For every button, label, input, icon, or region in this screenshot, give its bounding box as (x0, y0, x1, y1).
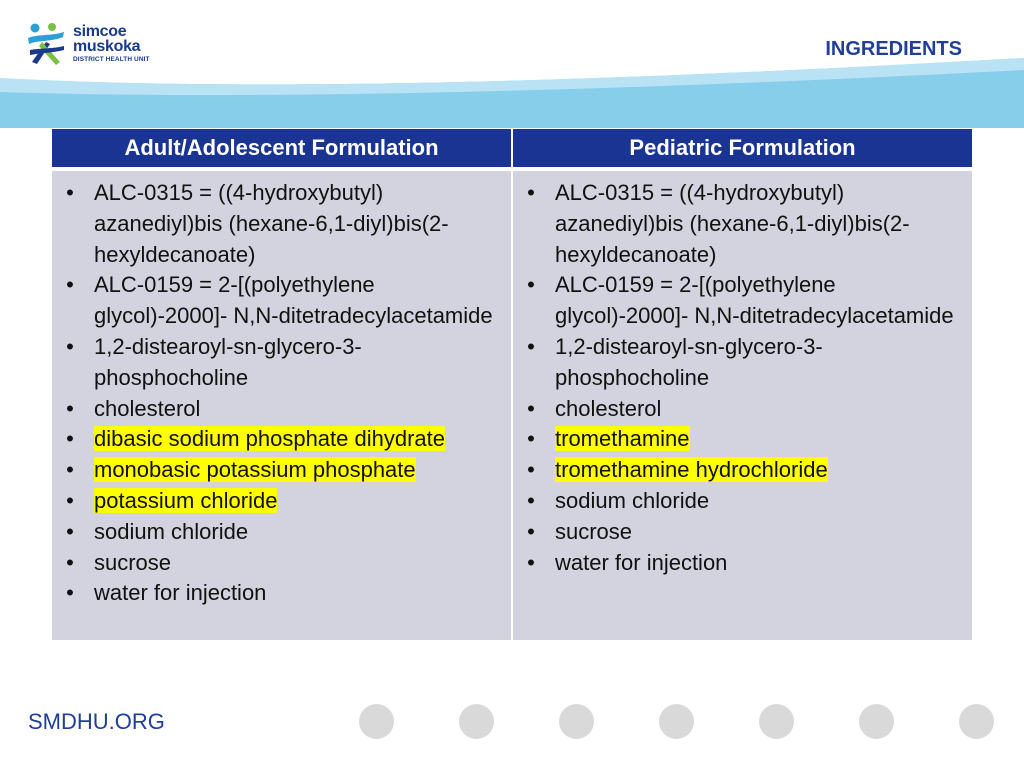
ingredient-text: dibasic sodium phosphate dihydrate (94, 426, 446, 452)
ingredient-text: cholesterol (555, 395, 662, 421)
list-item (513, 548, 972, 579)
ingredient-text: water for injection (555, 549, 728, 575)
list-item (513, 455, 972, 486)
bullet-icon: • (527, 272, 535, 298)
bullet-icon: • (66, 518, 74, 544)
list-item (513, 178, 972, 270)
list-item (52, 548, 511, 579)
ingredient-text: potassium chloride (94, 487, 278, 513)
bullet-icon: • (527, 549, 535, 575)
footer-website: SMDHU.ORG (28, 709, 165, 734)
ingredient-text: sucrose (555, 518, 633, 544)
bullet-icon: • (527, 333, 535, 359)
bullet-icon: • (66, 272, 74, 298)
list-item (513, 270, 972, 332)
bullet-icon: • (527, 487, 535, 513)
bullet-icon: • (66, 395, 74, 421)
bullet-icon: • (527, 426, 535, 452)
ingredient-text: 1,2-distearoyl-sn-glycero-3-phosphocholine (555, 333, 823, 390)
ingredient-text: ALC-0315 = ((4-hydroxybutyl) azanediyl)bis (hexane-6,1-diyl)bis(2-hexyldecanoate) (555, 180, 910, 267)
header-wave (0, 0, 1024, 140)
bullet-icon: • (66, 333, 74, 359)
bullet-icon: • (527, 518, 535, 544)
list-item (52, 486, 511, 517)
list-item (52, 178, 511, 270)
bullet-icon: • (66, 487, 74, 513)
ingredient-text: tromethamine hydrochloride (555, 457, 828, 483)
nav-dot-icon (359, 704, 394, 739)
pediatric-ingredient-list (513, 178, 972, 578)
column-heading-pediatric: Pediatric Formulation (513, 129, 972, 167)
ingredients-table (52, 129, 972, 640)
bullet-icon: • (527, 457, 535, 483)
nav-dot-icon (459, 704, 494, 739)
list-item (52, 517, 511, 548)
list-item (52, 394, 511, 425)
list-item (513, 424, 972, 455)
nav-dot-icon (559, 704, 594, 739)
logo-text-district: DISTRICT HEALTH UNIT (73, 56, 150, 63)
ingredient-text: cholesterol (94, 395, 201, 421)
list-item (52, 578, 511, 609)
ingredient-text: sodium chloride (555, 487, 710, 513)
adult-ingredients-cell (52, 171, 511, 640)
list-item (513, 332, 972, 394)
list-item (52, 332, 511, 394)
ingredient-text: ALC-0159 = 2-[(polyethylene glycol)-2000]- N,N-ditetradecylacetamide (94, 272, 493, 329)
ingredient-text: ALC-0315 = ((4-hydroxybutyl) azanediyl)bis (hexane-6,1-diyl)bis(2-hexyldecanoate) (94, 180, 449, 267)
list-item (513, 486, 972, 517)
ingredient-text: ALC-0159 = 2-[(polyethylene glycol)-2000]- N,N-ditetradecylacetamide (555, 272, 954, 329)
logo-text-muskoka: muskoka (73, 38, 141, 55)
bullet-icon: • (66, 580, 74, 606)
people-logo-icon (26, 22, 66, 66)
nav-dot-icon (759, 704, 794, 739)
nav-dot-icon (859, 704, 894, 739)
nav-dot-icon (959, 704, 994, 739)
list-item (52, 270, 511, 332)
pediatric-ingredients-cell (513, 171, 972, 640)
health-unit-logo (26, 22, 156, 68)
slide-title: INGREDIENTS (825, 38, 962, 60)
list-item (513, 394, 972, 425)
ingredient-text: 1,2-distearoyl-sn-glycero-3-phosphocholine (94, 333, 362, 390)
list-item (513, 517, 972, 548)
bullet-icon: • (527, 180, 535, 205)
list-item (52, 424, 511, 455)
ingredient-text: tromethamine (555, 426, 690, 452)
bullet-icon: • (66, 457, 74, 483)
ingredient-text: sodium chloride (94, 518, 249, 544)
list-item (52, 455, 511, 486)
column-heading-adult: Adult/Adolescent Formulation (52, 129, 511, 167)
ingredient-text: water for injection (94, 580, 267, 606)
logo-text-simcoe: simcoe (73, 23, 127, 40)
bullet-icon: • (527, 395, 535, 421)
adult-ingredient-list (52, 178, 511, 609)
nav-dot-icon (659, 704, 694, 739)
bullet-icon: • (66, 180, 74, 205)
bullet-icon: • (66, 549, 74, 575)
ingredient-text: monobasic potassium phosphate (94, 457, 416, 483)
bullet-icon: • (66, 426, 74, 452)
ingredient-text: sucrose (94, 549, 172, 575)
